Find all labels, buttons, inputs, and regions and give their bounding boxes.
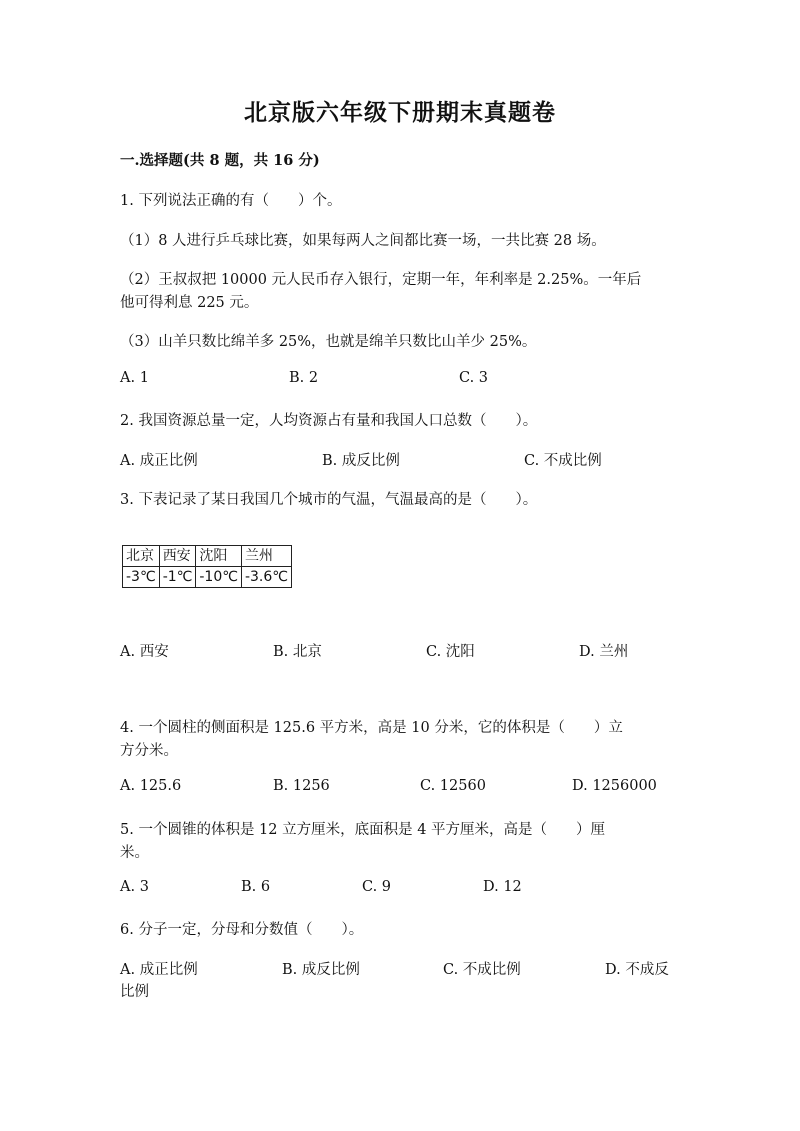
question-6-option-d-cont: 比例 (120, 984, 149, 1000)
question-4-option-b: B. 1256 (273, 778, 330, 794)
question-6-option-b: B. 成反比例 (282, 962, 360, 978)
question-1-option-b: B. 2 (289, 370, 319, 386)
table-cell-temp: -3.6℃ (241, 567, 291, 588)
question-2-option-a: A. 成正比例 (120, 453, 198, 469)
question-4-option-c: C. 12560 (420, 778, 486, 794)
question-1-statement-2-cont: 他可得利息 225 元。 (120, 295, 259, 311)
question-1-statement-3: （3）山羊只数比绵羊多 25%，也就是绵羊只数比山羊少 25%。 (120, 334, 537, 350)
question-4-stem-cont: 方分米。 (120, 743, 178, 759)
question-5-option-a: A. 3 (120, 879, 149, 895)
page-title: 北京版六年级下册期末真题卷 (244, 99, 556, 126)
question-3-option-d: D. 兰州 (579, 644, 629, 660)
temperature-table (122, 545, 292, 588)
question-5-option-c: C. 9 (362, 879, 392, 895)
question-4-option-a: A. 125.6 (120, 778, 182, 794)
table-cell-temp: -10℃ (196, 567, 242, 588)
question-1-option-c: C. 3 (459, 370, 489, 386)
question-6-option-c: C. 不成比例 (443, 962, 521, 978)
question-5-option-b: B. 6 (241, 879, 271, 895)
question-3-option-c: C. 沈阳 (426, 644, 475, 660)
table-row-temps (123, 567, 292, 588)
question-5-stem: 5. 一个圆锥的体积是 12 立方厘米，底面积是 4 平方厘米，高是（ ）厘 (120, 822, 606, 838)
table-row-cities (123, 546, 292, 567)
question-1-option-a: A. 1 (120, 370, 149, 386)
section-heading: 一.选择题(共 8 题，共 16 分) (120, 152, 320, 169)
question-1-stem: 1. 下列说法正确的有（ ）个。 (120, 193, 342, 209)
table-cell-city: 兰州 (241, 546, 291, 567)
question-4-option-d: D. 1256000 (572, 778, 657, 794)
question-3-option-a: A. 西安 (120, 644, 169, 660)
question-6-stem: 6. 分子一定，分母和分数值（ ）。 (120, 922, 364, 938)
question-6-option-d: D. 不成反 (605, 962, 669, 978)
question-5-stem-cont: 米。 (120, 845, 149, 861)
question-3-stem: 3. 下表记录了某日我国几个城市的气温，气温最高的是（ ）。 (120, 492, 538, 508)
table-cell-temp: -3℃ (123, 567, 160, 588)
table-cell-city: 西安 (159, 546, 196, 567)
question-3-option-b: B. 北京 (273, 644, 322, 660)
question-4-stem: 4. 一个圆柱的侧面积是 125.6 平方米，高是 10 分米，它的体积是（ ）立 (120, 720, 623, 736)
question-1-statement-2: （2）王叔叔把 10000 元人民币存入银行，定期一年，年利率是 2.25%。一年后 (120, 272, 642, 288)
question-1-statement-1: （1）8 人进行乒乓球比赛，如果每两人之间都比赛一场，一共比赛 28 场。 (120, 233, 606, 249)
table-cell-city: 沈阳 (196, 546, 242, 567)
table-cell-temp: -1℃ (159, 567, 196, 588)
question-6-option-a: A. 成正比例 (120, 962, 198, 978)
question-2-option-b: B. 成反比例 (322, 453, 400, 469)
question-2-stem: 2. 我国资源总量一定，人均资源占有量和我国人口总数（ ）。 (120, 413, 538, 429)
question-5-option-d: D. 12 (483, 879, 522, 895)
question-2-option-c: C. 不成比例 (524, 453, 602, 469)
table-cell-city: 北京 (123, 546, 160, 567)
